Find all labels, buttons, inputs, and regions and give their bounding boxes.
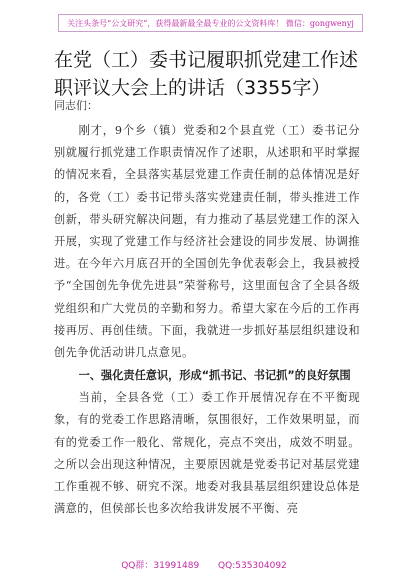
body-paragraph: 当前，全县各党（工）委工作开展情况存在不平衡现象，有的党委工作思路清晰，氛围很好，工作效果明显，而有的党委工作一般化、常规化，亮点不突出，成效不明显。之所以会出现这种情况，主要原因就是党委书记对基层党建工作重视不够、研究不深。地委对我县基层组织建设总体是满意的，但侯部长也多次给我讲发展不平衡、亮: [54, 391, 360, 516]
page-footer: [0, 558, 408, 571]
footer-qq-number: QQ:535304092: [218, 561, 287, 571]
header-banner-text: 关注头条号“公文研究”，获得最新最全最专业的公文资料库！ 微信：gongwenyj: [67, 18, 354, 28]
footer-qq-group: QQ群：31991489: [121, 561, 200, 571]
document-body: [54, 120, 360, 520]
document-title: 在党（工）委书记履职抓党建工作述职评议大会上的讲话（3355字）: [54, 49, 359, 99]
salutation: 同志们：: [54, 99, 98, 112]
section-heading: 一、强化责任意识，形成“抓书记、书记抓”的良好氛围: [78, 369, 351, 383]
header-banner: [58, 14, 363, 32]
body-paragraph: 刚才，9个乡（镇）党委和2个县直党（工）委书记分别就履行抓党建工作职责情况作了述职，从述职和平时掌握的情况来看，全县落实基层党建工作责任制的总体情况是好的，各党（工）委书记带头落实党建责任制，带头推进工作创新，带头研究解决问题，有力推动了基层党建工作的深入开展，实现了党建工作与经济社会建设的同步发展、协调推进。在今年六月底召开的全国创先争优表彰会上，我县被授予“全国创先争优先进县”荣誉称号，这里面包含了全县各级党组织和广大党员的辛勤和努力。希望大家在今后的工作再接再厉、再创佳绩。下面，我就进一步抓好基层组织建设和创先争优活动讲几点意见。: [54, 124, 360, 360]
